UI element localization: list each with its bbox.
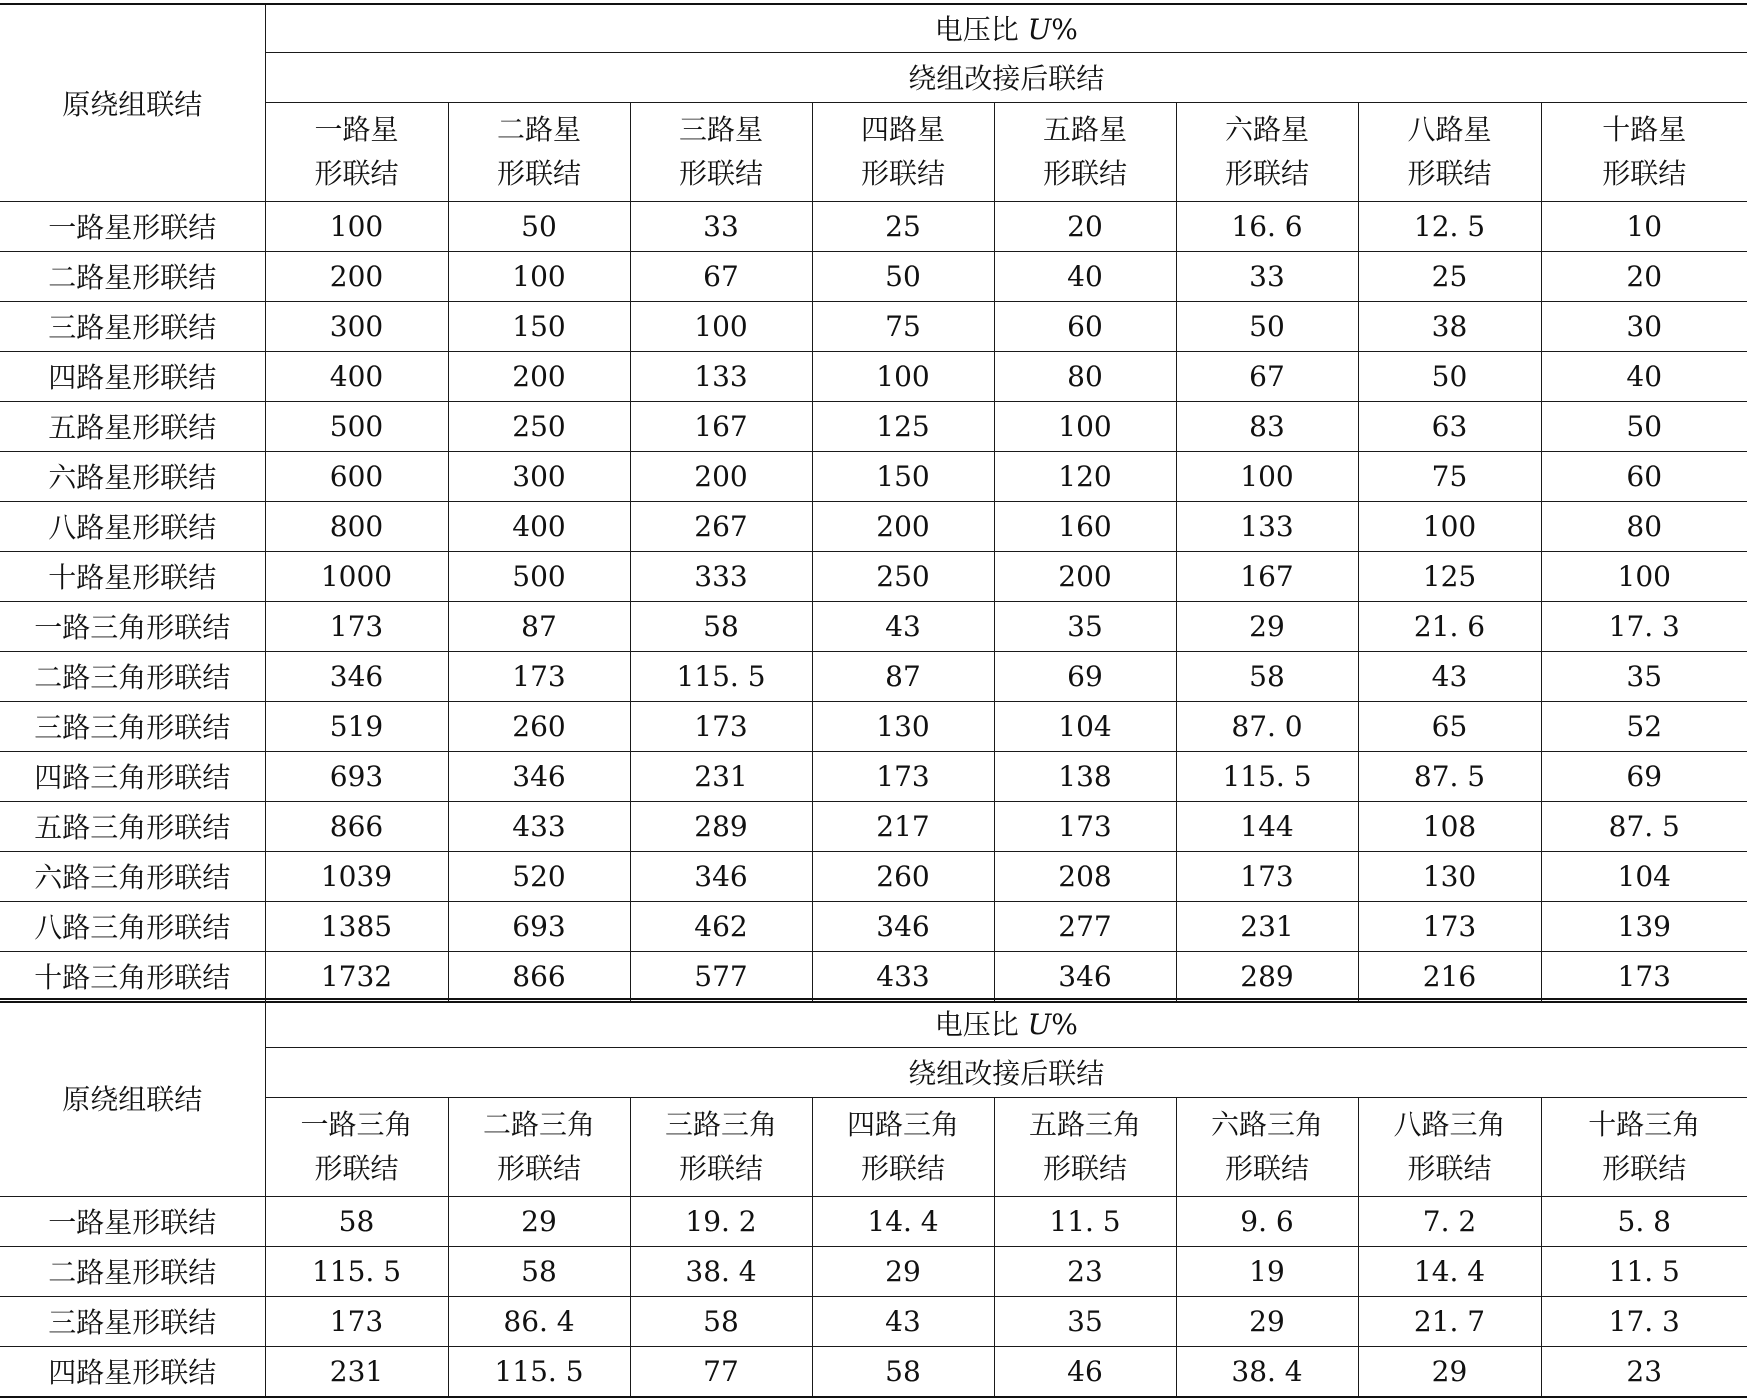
table-row — [0, 1196, 1747, 1246]
column-header-line: 三路星 — [631, 108, 812, 152]
table-cell: 60 — [994, 301, 1176, 351]
table-row — [0, 301, 1747, 351]
column-header — [1176, 102, 1358, 201]
table-cell: 58 — [630, 601, 812, 651]
header-row-voltage-ratio — [0, 999, 1747, 1047]
table-cell: 250 — [812, 551, 994, 601]
voltage-ratio-table-delta — [0, 998, 1747, 1398]
table-cell: 14. 4 — [812, 1196, 994, 1246]
table-cell: 115. 5 — [448, 1346, 630, 1397]
table-cell: 200 — [812, 501, 994, 551]
table-cell: 23 — [1541, 1346, 1747, 1397]
voltage-ratio-header: 电压比 U% — [265, 4, 1747, 52]
table-cell: 300 — [448, 451, 630, 501]
column-header-line: 形联结 — [813, 1147, 994, 1191]
column-header-line: 四路星 — [813, 108, 994, 152]
table-cell: 231 — [1176, 901, 1358, 951]
table-row — [0, 451, 1747, 501]
row-label: 六路三角形联结 — [0, 851, 265, 901]
table-cell: 115. 5 — [265, 1246, 448, 1296]
column-header — [994, 102, 1176, 201]
table-row — [0, 701, 1747, 751]
row-label: 一路三角形联结 — [0, 601, 265, 651]
table-cell: 277 — [994, 901, 1176, 951]
table-row — [0, 851, 1747, 901]
corner-header: 原绕组联结 — [0, 999, 265, 1196]
table-cell: 7. 2 — [1358, 1196, 1541, 1246]
voltage-ratio-header: 电压比 U% — [265, 999, 1747, 1047]
table-cell: 52 — [1541, 701, 1747, 751]
table-cell: 693 — [265, 751, 448, 801]
column-header-line: 五路星 — [995, 108, 1176, 152]
table-cell: 433 — [812, 951, 994, 1002]
row-label: 一路星形联结 — [0, 201, 265, 251]
column-header — [1541, 1097, 1747, 1196]
table-row — [0, 401, 1747, 451]
table-cell: 30 — [1541, 301, 1747, 351]
column-header-line: 形联结 — [995, 152, 1176, 196]
column-header — [448, 102, 630, 201]
row-label: 二路星形联结 — [0, 1246, 265, 1296]
table-cell: 87 — [812, 651, 994, 701]
table-cell: 35 — [994, 1296, 1176, 1346]
table-row — [0, 751, 1747, 801]
table-cell: 500 — [265, 401, 448, 451]
table-cell: 65 — [1358, 701, 1541, 751]
column-header — [265, 1097, 448, 1196]
table-cell: 58 — [1176, 651, 1358, 701]
column-header-line: 形联结 — [813, 152, 994, 196]
voltage-ratio-table-star — [0, 3, 1747, 1003]
table-cell: 289 — [1176, 951, 1358, 1002]
table-cell: 40 — [1541, 351, 1747, 401]
table-cell: 200 — [994, 551, 1176, 601]
table-cell: 231 — [265, 1346, 448, 1397]
row-label: 三路星形联结 — [0, 1296, 265, 1346]
table-cell: 200 — [448, 351, 630, 401]
table-body — [0, 999, 1747, 1397]
table-cell: 46 — [994, 1346, 1176, 1397]
column-header-line: 形联结 — [449, 152, 630, 196]
column-header-line: 形联结 — [1177, 152, 1358, 196]
table-cell: 173 — [630, 701, 812, 751]
table-row — [0, 501, 1747, 551]
table-cell: 11. 5 — [994, 1196, 1176, 1246]
table-cell: 520 — [448, 851, 630, 901]
table-row — [0, 1346, 1747, 1397]
table-cell: 173 — [1176, 851, 1358, 901]
table-cell: 133 — [1176, 501, 1358, 551]
column-header-line: 二路三角 — [449, 1103, 630, 1147]
table-cell: 200 — [265, 251, 448, 301]
table-row — [0, 601, 1747, 651]
column-header-line: 十路三角 — [1542, 1103, 1747, 1147]
table-cell: 58 — [630, 1296, 812, 1346]
table-cell: 38. 4 — [630, 1246, 812, 1296]
table-cell: 21. 6 — [1358, 601, 1541, 651]
table-cell: 462 — [630, 901, 812, 951]
table-cell: 16. 6 — [1176, 201, 1358, 251]
table-cell: 50 — [1541, 401, 1747, 451]
row-label: 四路星形联结 — [0, 351, 265, 401]
column-header-line: 形联结 — [1359, 152, 1541, 196]
row-label: 四路星形联结 — [0, 1346, 265, 1397]
table-cell: 20 — [994, 201, 1176, 251]
table-cell: 38 — [1358, 301, 1541, 351]
table-cell: 173 — [812, 751, 994, 801]
table-row — [0, 351, 1747, 401]
table-cell: 130 — [812, 701, 994, 751]
column-header-line: 三路三角 — [631, 1103, 812, 1147]
column-header-line: 形联结 — [631, 1147, 812, 1191]
column-header — [265, 102, 448, 201]
table-row — [0, 201, 1747, 251]
column-header-line: 形联结 — [1542, 152, 1747, 196]
table-cell: 130 — [1358, 851, 1541, 901]
header-row-voltage-ratio — [0, 4, 1747, 52]
table-cell: 21. 7 — [1358, 1296, 1541, 1346]
table-cell: 58 — [265, 1196, 448, 1246]
table-cell: 35 — [994, 601, 1176, 651]
column-header-line: 形联结 — [631, 152, 812, 196]
table-cell: 120 — [994, 451, 1176, 501]
table-cell: 17. 3 — [1541, 1296, 1747, 1346]
table-cell: 519 — [265, 701, 448, 751]
voltage-symbol: U — [1028, 1008, 1052, 1041]
table-cell: 173 — [265, 1296, 448, 1346]
table-cell: 693 — [448, 901, 630, 951]
row-label: 五路三角形联结 — [0, 801, 265, 851]
table-cell: 139 — [1541, 901, 1747, 951]
table-cell: 260 — [448, 701, 630, 751]
table-cell: 160 — [994, 501, 1176, 551]
table-cell: 50 — [812, 251, 994, 301]
column-header — [1541, 102, 1747, 201]
table-cell: 100 — [812, 351, 994, 401]
table-cell: 138 — [994, 751, 1176, 801]
table-cell: 75 — [812, 301, 994, 351]
table-cell: 12. 5 — [1358, 201, 1541, 251]
table-cell: 63 — [1358, 401, 1541, 451]
table-cell: 86. 4 — [448, 1296, 630, 1346]
table-row — [0, 901, 1747, 951]
column-header — [1176, 1097, 1358, 1196]
table-cell: 11. 5 — [1541, 1246, 1747, 1296]
table-cell: 10 — [1541, 201, 1747, 251]
table-cell: 150 — [812, 451, 994, 501]
table-cell: 217 — [812, 801, 994, 851]
table-cell: 50 — [1358, 351, 1541, 401]
table-cell: 267 — [630, 501, 812, 551]
corner-header: 原绕组联结 — [0, 4, 265, 201]
table-cell: 173 — [1358, 901, 1541, 951]
table-cell: 346 — [630, 851, 812, 901]
table-cell: 173 — [265, 601, 448, 651]
table-cell: 100 — [265, 201, 448, 251]
column-header — [630, 1097, 812, 1196]
table-cell: 500 — [448, 551, 630, 601]
table-cell: 77 — [630, 1346, 812, 1397]
table-cell: 100 — [448, 251, 630, 301]
column-header — [812, 1097, 994, 1196]
table-cell: 144 — [1176, 801, 1358, 851]
table-cell: 150 — [448, 301, 630, 351]
table-cell: 87. 5 — [1541, 801, 1747, 851]
table-cell: 115. 5 — [1176, 751, 1358, 801]
row-label: 三路星形联结 — [0, 301, 265, 351]
table-cell: 5. 8 — [1541, 1196, 1747, 1246]
row-label: 五路星形联结 — [0, 401, 265, 451]
table-cell: 60 — [1541, 451, 1747, 501]
table-cell: 866 — [448, 951, 630, 1002]
table-row — [0, 951, 1747, 1002]
column-header-line: 形联结 — [266, 152, 448, 196]
table-cell: 300 — [265, 301, 448, 351]
table-cell: 346 — [812, 901, 994, 951]
table-cell: 400 — [448, 501, 630, 551]
table-cell: 1000 — [265, 551, 448, 601]
table-cell: 50 — [1176, 301, 1358, 351]
table-cell: 33 — [1176, 251, 1358, 301]
table-cell: 100 — [1176, 451, 1358, 501]
table-cell: 208 — [994, 851, 1176, 901]
table-cell: 125 — [1358, 551, 1541, 601]
row-label: 十路三角形联结 — [0, 951, 265, 1002]
table-cell: 577 — [630, 951, 812, 1002]
column-header — [812, 102, 994, 201]
row-label: 六路星形联结 — [0, 451, 265, 501]
table-cell: 17. 3 — [1541, 601, 1747, 651]
table-cell: 50 — [448, 201, 630, 251]
table-cell: 115. 5 — [630, 651, 812, 701]
column-header — [1358, 102, 1541, 201]
table-cell: 29 — [448, 1196, 630, 1246]
table-row — [0, 251, 1747, 301]
column-header-line: 一路星 — [266, 108, 448, 152]
column-header-line: 形联结 — [995, 1147, 1176, 1191]
table-cell: 67 — [630, 251, 812, 301]
table-cell: 75 — [1358, 451, 1541, 501]
table-row — [0, 551, 1747, 601]
table-cell: 100 — [1541, 551, 1747, 601]
table-cell: 67 — [1176, 351, 1358, 401]
table-cell: 104 — [1541, 851, 1747, 901]
table-cell: 260 — [812, 851, 994, 901]
table-row — [0, 801, 1747, 851]
column-header-line: 五路三角 — [995, 1103, 1176, 1147]
table-cell: 125 — [812, 401, 994, 451]
row-label: 四路三角形联结 — [0, 751, 265, 801]
table-cell: 133 — [630, 351, 812, 401]
table-cell: 800 — [265, 501, 448, 551]
row-label: 一路星形联结 — [0, 1196, 265, 1246]
column-header-line: 四路三角 — [813, 1103, 994, 1147]
table-cell: 433 — [448, 801, 630, 851]
table-cell: 1732 — [265, 951, 448, 1002]
table-cell: 14. 4 — [1358, 1246, 1541, 1296]
table-cell: 231 — [630, 751, 812, 801]
table-cell: 25 — [812, 201, 994, 251]
column-header — [994, 1097, 1176, 1196]
column-header-line: 形联结 — [449, 1147, 630, 1191]
connection-after-header: 绕组改接后联结 — [265, 52, 1747, 102]
table-cell: 87 — [448, 601, 630, 651]
table-cell: 19 — [1176, 1246, 1358, 1296]
column-header-line: 八路三角 — [1359, 1103, 1541, 1147]
row-label: 三路三角形联结 — [0, 701, 265, 751]
table-cell: 100 — [630, 301, 812, 351]
table-cell: 87. 0 — [1176, 701, 1358, 751]
table-cell: 250 — [448, 401, 630, 451]
table-cell: 19. 2 — [630, 1196, 812, 1246]
column-header-line: 二路星 — [449, 108, 630, 152]
connection-after-header: 绕组改接后联结 — [265, 1047, 1747, 1097]
table-cell: 100 — [994, 401, 1176, 451]
table-cell: 346 — [448, 751, 630, 801]
table-cell: 29 — [1176, 1296, 1358, 1346]
table-cell: 167 — [1176, 551, 1358, 601]
table-body — [0, 4, 1747, 1002]
table-cell: 40 — [994, 251, 1176, 301]
table-cell: 400 — [265, 351, 448, 401]
table-cell: 25 — [1358, 251, 1541, 301]
column-header-line: 八路星 — [1359, 108, 1541, 152]
table-cell: 108 — [1358, 801, 1541, 851]
row-label: 八路三角形联结 — [0, 901, 265, 951]
table-cell: 43 — [1358, 651, 1541, 701]
table-cell: 29 — [1176, 601, 1358, 651]
table-cell: 29 — [812, 1246, 994, 1296]
table-cell: 289 — [630, 801, 812, 851]
table-cell: 173 — [448, 651, 630, 701]
table-cell: 23 — [994, 1246, 1176, 1296]
table-cell: 346 — [994, 951, 1176, 1002]
row-label: 八路星形联结 — [0, 501, 265, 551]
table-cell: 104 — [994, 701, 1176, 751]
table-cell: 866 — [265, 801, 448, 851]
table-cell: 58 — [812, 1346, 994, 1397]
table-cell: 1385 — [265, 901, 448, 951]
table-cell: 100 — [1358, 501, 1541, 551]
column-header-line: 六路三角 — [1177, 1103, 1358, 1147]
table-cell: 167 — [630, 401, 812, 451]
table-cell: 9. 6 — [1176, 1196, 1358, 1246]
column-header — [630, 102, 812, 201]
table-cell: 69 — [1541, 751, 1747, 801]
row-label: 二路三角形联结 — [0, 651, 265, 701]
column-header-line: 十路星 — [1542, 108, 1747, 152]
column-header-line: 形联结 — [1542, 1147, 1747, 1191]
table-cell: 80 — [1541, 501, 1747, 551]
column-header-line: 六路星 — [1177, 108, 1358, 152]
table-cell: 38. 4 — [1176, 1346, 1358, 1397]
table-row — [0, 1296, 1747, 1346]
table-cell: 87. 5 — [1358, 751, 1541, 801]
table-cell: 35 — [1541, 651, 1747, 701]
column-header — [448, 1097, 630, 1196]
table-row — [0, 651, 1747, 701]
table-cell: 43 — [812, 1296, 994, 1346]
table-cell: 69 — [994, 651, 1176, 701]
column-header — [1358, 1097, 1541, 1196]
column-header-line: 形联结 — [1177, 1147, 1358, 1191]
table-cell: 173 — [994, 801, 1176, 851]
table-cell: 173 — [1541, 951, 1747, 1002]
table-cell: 200 — [630, 451, 812, 501]
column-header-line: 一路三角 — [266, 1103, 448, 1147]
table-row — [0, 1246, 1747, 1296]
table-cell: 83 — [1176, 401, 1358, 451]
table-cell: 20 — [1541, 251, 1747, 301]
table-cell: 33 — [630, 201, 812, 251]
table-cell: 43 — [812, 601, 994, 651]
table-cell: 1039 — [265, 851, 448, 901]
table-cell: 216 — [1358, 951, 1541, 1002]
table-cell: 29 — [1358, 1346, 1541, 1397]
row-label: 二路星形联结 — [0, 251, 265, 301]
table-cell: 346 — [265, 651, 448, 701]
table-cell: 600 — [265, 451, 448, 501]
column-header-line: 形联结 — [266, 1147, 448, 1191]
table-cell: 80 — [994, 351, 1176, 401]
row-label: 十路星形联结 — [0, 551, 265, 601]
voltage-symbol: U — [1028, 13, 1052, 46]
table-cell: 58 — [448, 1246, 630, 1296]
table-cell: 333 — [630, 551, 812, 601]
column-header-line: 形联结 — [1359, 1147, 1541, 1191]
